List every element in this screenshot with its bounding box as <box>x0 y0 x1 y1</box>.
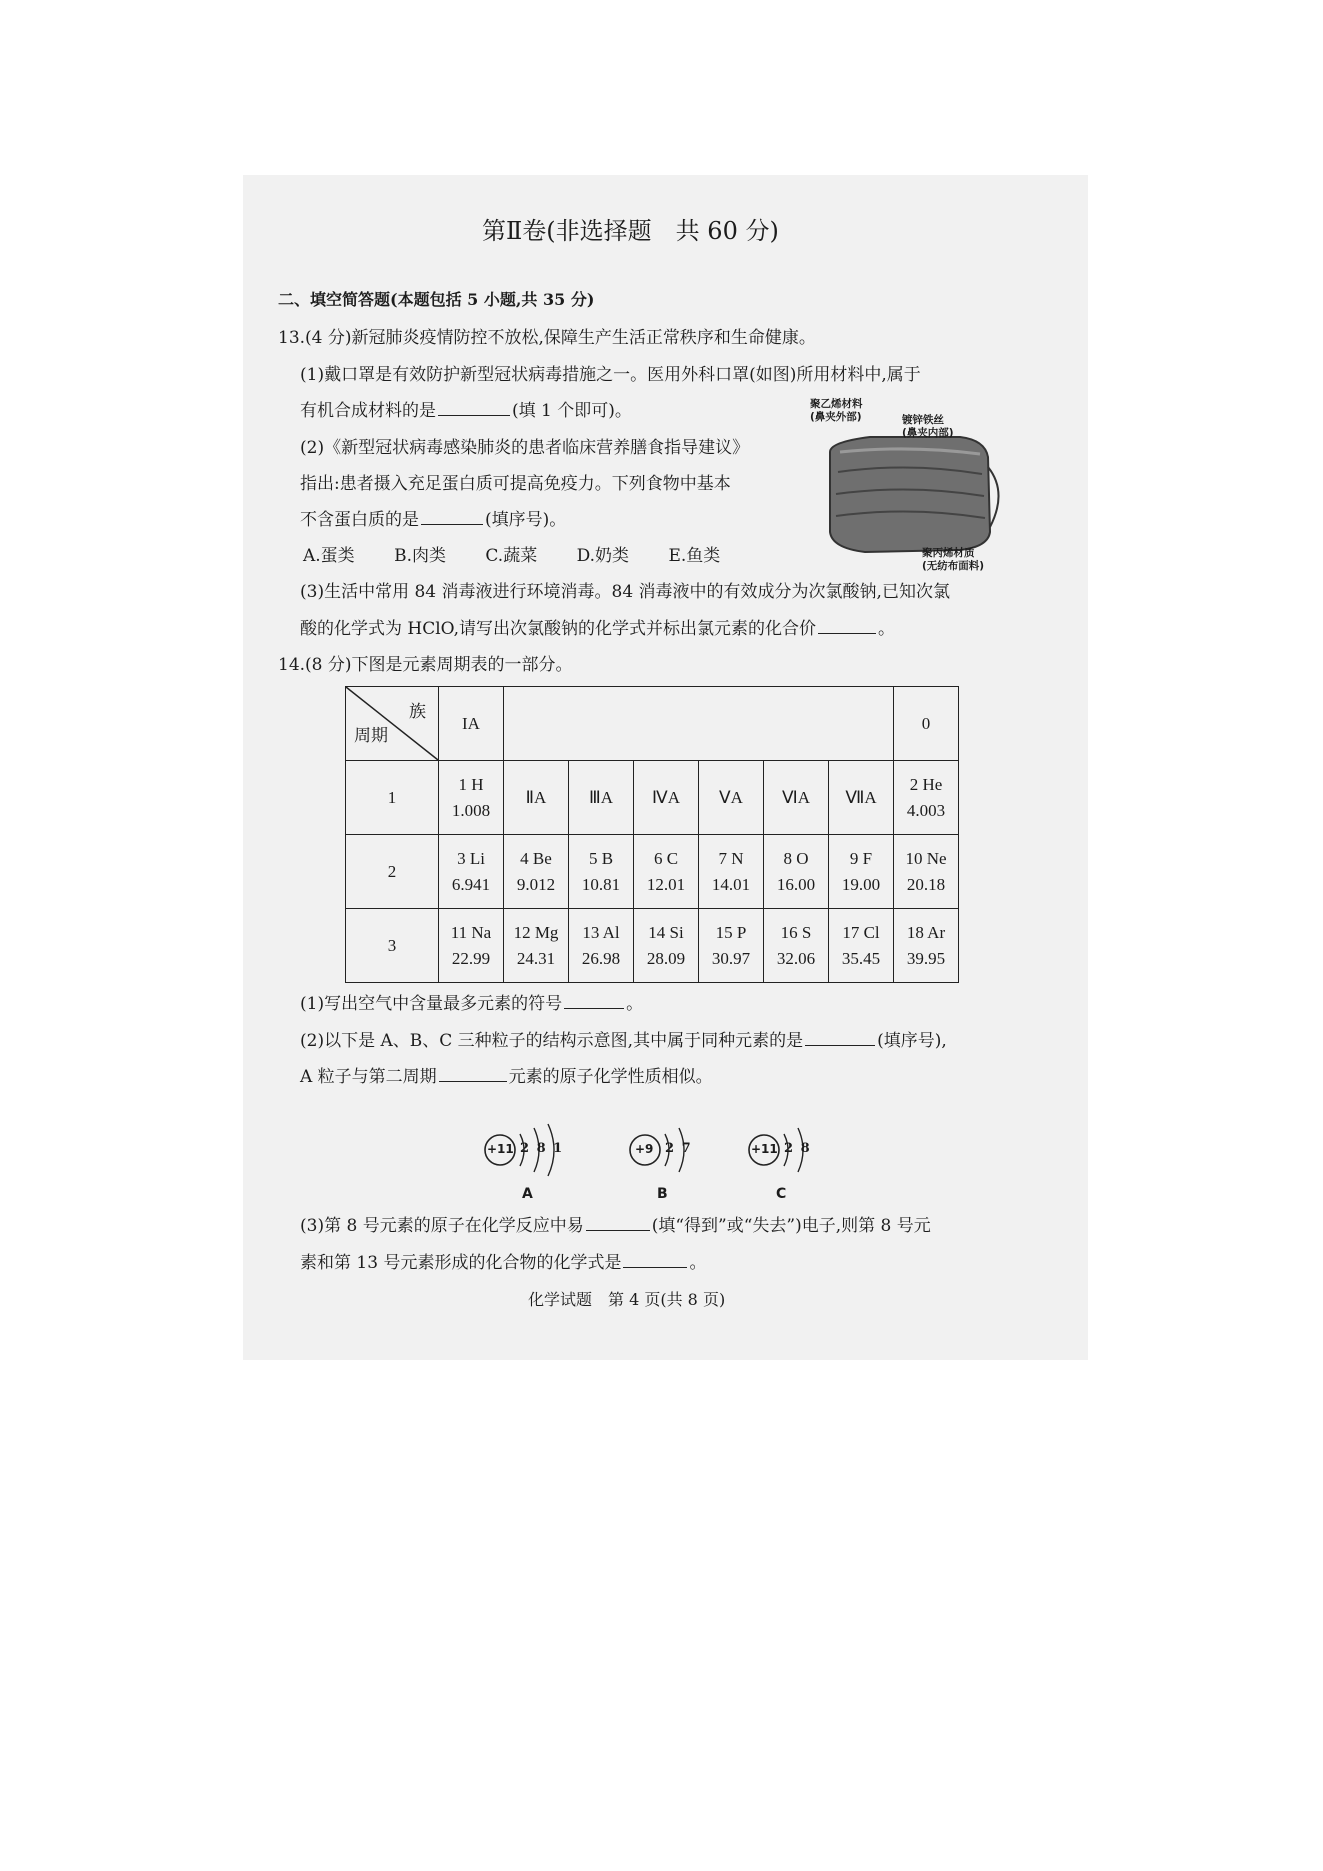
q14-stem: 14.(8 分)下图是元素周期表的一部分。 <box>278 655 573 675</box>
mask-label-galvanized-wire: 镀锌铁丝 (鼻夹内部) <box>902 414 954 440</box>
page-footer: 化学试题 第 4 页(共 8 页) <box>528 1290 726 1309</box>
q13-part3-line1: (3)生活中常用 84 消毒液进行环境消毒。84 消毒液中的有效成分为次氯酸钠,已知次氯 <box>300 582 950 602</box>
q14-part3-line2: 素和第 13 号元素形成的化合物的化学式是 。 <box>300 1253 707 1273</box>
cell-s: 16 S 32.06 <box>764 909 829 983</box>
period-1: 1 <box>346 761 439 835</box>
atom-diagram-b: +9 2 7 B <box>627 1120 697 1184</box>
answer-blank[interactable] <box>586 1229 650 1231</box>
option-b: B.肉类 <box>394 546 446 566</box>
cell-n: 7 N 14.01 <box>699 835 764 909</box>
group-header-va: ⅤA <box>699 761 764 835</box>
table-corner-cell: 族 周期 <box>346 687 439 761</box>
cell-si: 14 Si 28.09 <box>634 909 699 983</box>
atom-diagram-a: +11 2 8 1 A <box>482 1120 572 1184</box>
cell-mg: 12 Mg 24.31 <box>504 909 569 983</box>
group-header-ia: IA <box>439 687 504 761</box>
cell-be: 4 Be 9.012 <box>504 835 569 909</box>
periodic-table <box>345 686 959 983</box>
q14-part1: (1)写出空气中含量最多元素的符号 。 <box>300 994 644 1014</box>
answer-blank[interactable] <box>623 1266 687 1268</box>
answer-blank[interactable] <box>439 1080 507 1082</box>
cell-ne: 10 Ne 20.18 <box>894 835 959 909</box>
group-header-iiia: ⅢA <box>569 761 634 835</box>
group-header-iva: ⅣA <box>634 761 699 835</box>
cell-na: 11 Na 22.99 <box>439 909 504 983</box>
cell-p: 15 P 30.97 <box>699 909 764 983</box>
cell-b: 5 B 10.81 <box>569 835 634 909</box>
option-e: E.鱼类 <box>668 546 721 566</box>
answer-blank[interactable] <box>805 1044 875 1046</box>
empty-header <box>504 687 894 761</box>
group-header-via: ⅥA <box>764 761 829 835</box>
answer-blank[interactable] <box>438 414 510 416</box>
q13-part1-line1: (1)戴口罩是有效防护新型冠状病毒措施之一。医用外科口罩(如图)所用材料中,属于 <box>300 365 921 385</box>
q13-stem: 13.(4 分)新冠肺炎疫情防控不放松,保障生产生活正常秩序和生命健康。 <box>278 328 816 348</box>
q14-part3-line1: (3)第 8 号元素的原子在化学反应中易 (填“得到”或“失去”)电子,则第 8 号元 <box>300 1216 931 1236</box>
cell-c: 6 C 12.01 <box>634 835 699 909</box>
cell-f: 9 F 19.00 <box>829 835 894 909</box>
mask-label-polyethylene: 聚乙烯材料 (鼻夹外部) <box>810 398 863 424</box>
cell-cl: 17 Cl 35.45 <box>829 909 894 983</box>
period-3: 3 <box>346 909 439 983</box>
q13-part2-line2: 指出:患者摄入充足蛋白质可提高免疫力。下列食物中基本 <box>300 474 731 494</box>
section-title: 第Ⅱ卷(非选择题 共 60 分) <box>482 217 779 245</box>
q13-options <box>303 548 720 565</box>
option-c: C.蔬菜 <box>485 546 538 566</box>
group-header-viia: ⅦA <box>829 761 894 835</box>
q13-part3-line2: 酸的化学式为 HClO,请写出次氯酸钠的化学式并标出氯元素的化合价 。 <box>300 619 896 639</box>
q13-part2-line1: (2)《新型冠状病毒感染肺炎的患者临床营养膳食指导建议》 <box>300 438 750 458</box>
answer-blank[interactable] <box>818 632 876 634</box>
section-heading: 二、填空简答题(本题包括 5 小题,共 35 分) <box>278 290 595 309</box>
answer-blank[interactable] <box>421 523 483 525</box>
q14-part2-line2: A 粒子与第二周期 元素的原子化学性质相似。 <box>300 1067 713 1087</box>
mask-label-polypropylene: 聚丙烯材质 (无纺布面料) <box>922 547 985 573</box>
cell-al: 13 Al 26.98 <box>569 909 634 983</box>
cell-o: 8 O 16.00 <box>764 835 829 909</box>
group-header-0: 0 <box>894 687 959 761</box>
q13-part2-line3: 不含蛋白质的是 (填序号)。 <box>300 510 567 530</box>
q13-part1-line2: 有机合成材料的是 (填 1 个即可)。 <box>300 401 632 421</box>
option-d: D.奶类 <box>576 546 630 566</box>
answer-blank[interactable] <box>564 1007 624 1009</box>
cell-li: 3 Li 6.941 <box>439 835 504 909</box>
period-2: 2 <box>346 835 439 909</box>
q14-part2-line1: (2)以下是 A、B、C 三种粒子的结构示意图,其中属于同种元素的是 (填序号), <box>300 1031 947 1051</box>
cell-he: 2 He 4.003 <box>894 761 959 835</box>
group-header-iia: ⅡA <box>504 761 569 835</box>
cell-ar: 18 Ar 39.95 <box>894 909 959 983</box>
option-a: A.蛋类 <box>303 546 355 566</box>
cell-h: 1 H 1.008 <box>439 761 504 835</box>
atom-diagram-c: +11 2 8 C <box>746 1120 816 1184</box>
